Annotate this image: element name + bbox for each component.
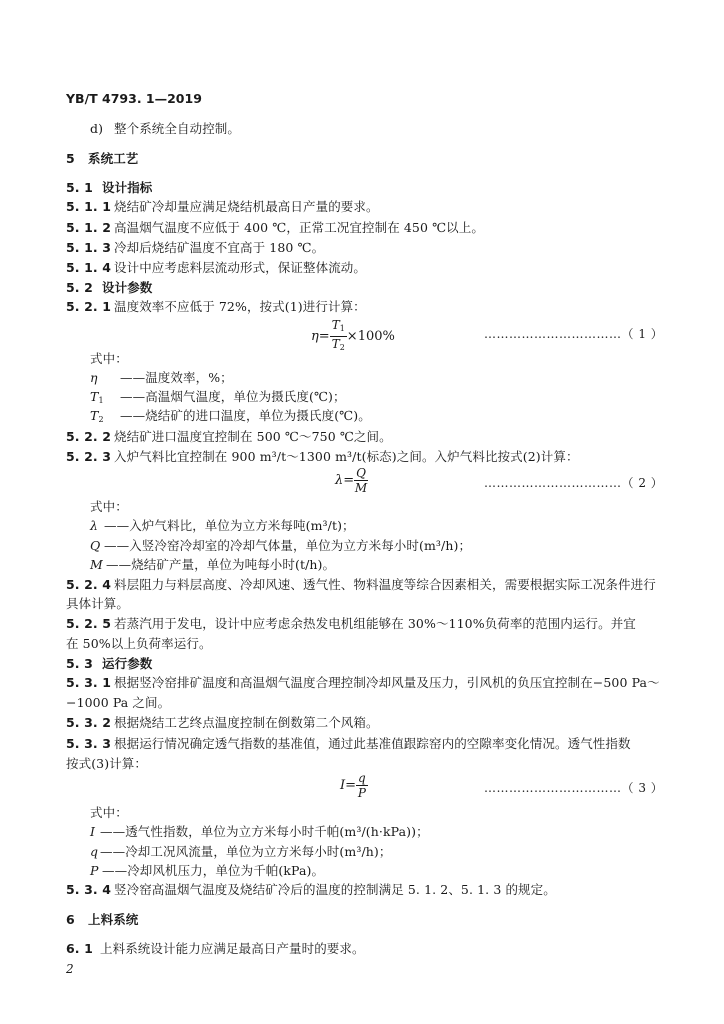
variable-symbol: $T_1$ — [90, 389, 104, 405]
clause-number: 5. 2. 3 — [66, 449, 111, 464]
section-number: 5. 3 — [66, 656, 93, 671]
where-label: 式中： — [90, 499, 128, 514]
clause-text: 烧结矿冷却量应满足烧结机最高日产量的要求。 — [114, 199, 379, 214]
where-item — [90, 863, 324, 879]
variable-symbol: η — [90, 370, 98, 385]
section-title: 系统工艺 — [88, 151, 139, 166]
section-6-heading — [66, 912, 138, 928]
page-number: 2 — [66, 962, 74, 976]
where-label: 式中： — [90, 805, 128, 820]
section-5-heading — [66, 151, 138, 167]
equation-2-number: ……………………………（ 2 ） — [484, 476, 664, 490]
list-text: 整个系统全自动控制。 — [114, 121, 241, 136]
variable-definition: ——高温烟气温度，单位为摄氏度(℃)； — [120, 389, 346, 404]
clause-text: 入炉气料比宜控制在 900 m³/t～1300 m³/t(标态)之间。入炉气料比按式(2)计算： — [114, 449, 579, 464]
clause-number: 6. 1 — [66, 941, 93, 956]
variable-definition: ——冷却风机压力，单位为千帕(kPa)。 — [102, 863, 325, 878]
clause-text: 根据竖冷窑排矿温度和高温烟气温度合理控制冷却风量及压力，引风机的负压宜控制在−500 Pa～ — [114, 675, 660, 690]
section-number: 6 — [66, 912, 75, 927]
clause-text: 冷却后烧结矿温度不宜高于 180 ℃。 — [114, 240, 325, 255]
fraction-denominator: M — [354, 481, 368, 495]
section-5-2-heading — [66, 280, 152, 296]
where-item — [90, 538, 471, 554]
clause-5-2-4-continued: 具体计算。 — [66, 596, 130, 611]
where-item — [90, 518, 355, 534]
clause-text: 根据烧结工艺终点温度控制在倒数第二个风箱。 — [114, 715, 379, 730]
clause-text: 高温烟气温度不应低于 400 ℃，正常工况宜控制在 450 ℃以上。 — [114, 220, 484, 235]
clause-5-2-5 — [66, 616, 636, 632]
clause-5-2-1 — [66, 299, 366, 315]
fraction-numerator: Q — [356, 466, 366, 480]
clause-number: 5. 3. 3 — [66, 736, 111, 751]
variable-symbol: q — [90, 844, 99, 859]
clause-5-2-4 — [66, 577, 656, 593]
variable-symbol: Q — [90, 538, 101, 553]
section-5-1-heading — [66, 180, 152, 196]
equation-fraction — [354, 466, 368, 495]
section-number: 5. 1 — [66, 180, 93, 195]
clause-6-1 — [66, 941, 365, 957]
variable-symbol: λ — [90, 518, 99, 533]
clause-5-3-1-continued: −1000 Pa 之间。 — [66, 695, 171, 710]
section-number: 5. 2 — [66, 280, 93, 295]
where-item — [90, 557, 335, 573]
list-marker: d) — [90, 121, 104, 136]
section-title: 运行参数 — [102, 656, 153, 671]
equation-fraction — [356, 771, 368, 800]
equation-lhs: η= — [311, 329, 330, 344]
clause-number: 5. 3. 4 — [66, 882, 111, 897]
variable-symbol: $T_2$ — [90, 408, 104, 424]
equation-1-number: ……………………………（ 1 ） — [484, 327, 664, 341]
equation-fraction — [330, 318, 347, 355]
variable-definition: ——冷却工况风流量，单位为立方米每小时(m³/h)； — [100, 844, 392, 859]
where-label: 式中： — [90, 351, 128, 366]
variable-definition: ——烧结矿产量，单位为吨每小时(t/h)。 — [106, 557, 336, 572]
variable-definition: ——烧结矿的进口温度，单位为摄氏度(℃)。 — [120, 408, 371, 423]
equation-1 — [311, 318, 395, 355]
variable-symbol: M — [90, 557, 103, 572]
variable-definition: ——温度效率，%； — [120, 370, 233, 385]
clause-text: 根据运行情况确定透气指数的基准值，通过此基准值跟踪窑内的空隙率变化情况。透气性指数 — [114, 736, 631, 751]
clause-number: 5. 2. 4 — [66, 577, 111, 592]
clause-number: 5. 1. 4 — [66, 260, 111, 275]
section-title: 设计参数 — [102, 280, 153, 295]
clause-text: 设计中应考虑料层流动形式，保证整体流动。 — [114, 260, 367, 275]
where-item — [90, 844, 391, 860]
equation-lhs: λ= — [335, 473, 355, 488]
variable-symbol: I — [90, 824, 96, 839]
clause-text: 若蒸汽用于发电，设计中应考虑余热发电机组能够在 30%～110%负荷率的范围内运行。并宜 — [114, 616, 636, 631]
clause-5-1-3 — [66, 240, 324, 256]
clause-number: 5. 2. 1 — [66, 299, 111, 314]
variable-symbol: P — [90, 863, 99, 878]
fraction-denominator: $T_2$ — [331, 337, 345, 352]
clause-number: 5. 2. 5 — [66, 616, 111, 631]
clause-5-3-1 — [66, 675, 660, 691]
clause-number: 5. 1. 1 — [66, 199, 111, 214]
where-item — [90, 824, 429, 840]
clause-5-2-5-continued: 在 50%以上负荷率运行。 — [66, 636, 212, 651]
fraction-denominator: P — [357, 786, 366, 800]
clause-5-3-3-continued: 按式(3)计算： — [66, 756, 148, 771]
clause-number: 5. 3. 2 — [66, 715, 111, 730]
clause-number: 5. 2. 2 — [66, 429, 111, 444]
clause-5-3-3 — [66, 736, 631, 752]
clause-5-1-2 — [66, 220, 484, 236]
clause-text: 烧结矿进口温度宜控制在 500 ℃～750 ℃之间。 — [114, 429, 392, 444]
standard-code-header: YB/T 4793. 1—2019 — [66, 91, 202, 106]
where-item — [90, 389, 346, 409]
clause-number: 5. 1. 2 — [66, 220, 111, 235]
fraction-numerator: $T_1$ — [330, 318, 347, 337]
clause-text: 温度效率不应低于 72%，按式(1)进行计算： — [114, 299, 366, 314]
variable-definition: ——入竖冷窑冷却室的冷却气体量，单位为立方米每小时(m³/h)； — [104, 538, 472, 553]
section-number: 5 — [66, 151, 75, 166]
clause-number: 5. 1. 3 — [66, 240, 111, 255]
equation-3-number: ……………………………（ 3 ） — [484, 781, 664, 795]
where-item — [90, 370, 233, 386]
clause-text: 上料系统设计能力应满足最高日产量时的要求。 — [100, 941, 365, 956]
section-5-3-heading — [66, 656, 152, 672]
variable-definition: ——透气性指数，单位为立方米每小时千帕(m³/(h·kPa))； — [100, 824, 429, 839]
fraction-numerator: q — [358, 771, 366, 785]
equation-3 — [340, 771, 368, 800]
equation-lhs: I= — [340, 778, 357, 793]
clause-number: 5. 3. 1 — [66, 675, 111, 690]
variable-definition: ——入炉气料比，单位为立方米每吨(m³/t)； — [104, 518, 355, 533]
equation-rhs: ×100% — [346, 329, 395, 344]
clause-5-3-4 — [66, 882, 556, 898]
clause-5-3-2 — [66, 715, 379, 731]
section-title: 设计指标 — [102, 180, 153, 195]
clause-5-2-3 — [66, 449, 579, 465]
section-title: 上料系统 — [88, 912, 139, 927]
clause-text: 竖冷窑高温烟气温度及烧结矿冷后的温度的控制满足 5. 1. 2、5. 1. 3 的规定。 — [114, 882, 556, 897]
clause-text: 料层阻力与料层高度、冷却风速、透气性、物料温度等综合因素相关，需要根据实际工况条件进行 — [114, 577, 656, 592]
equation-2 — [335, 466, 368, 495]
clause-5-2-2 — [66, 429, 392, 445]
list-item-d — [90, 121, 240, 137]
clause-5-1-1 — [66, 199, 379, 215]
where-item — [90, 408, 371, 428]
clause-5-1-4 — [66, 260, 366, 276]
